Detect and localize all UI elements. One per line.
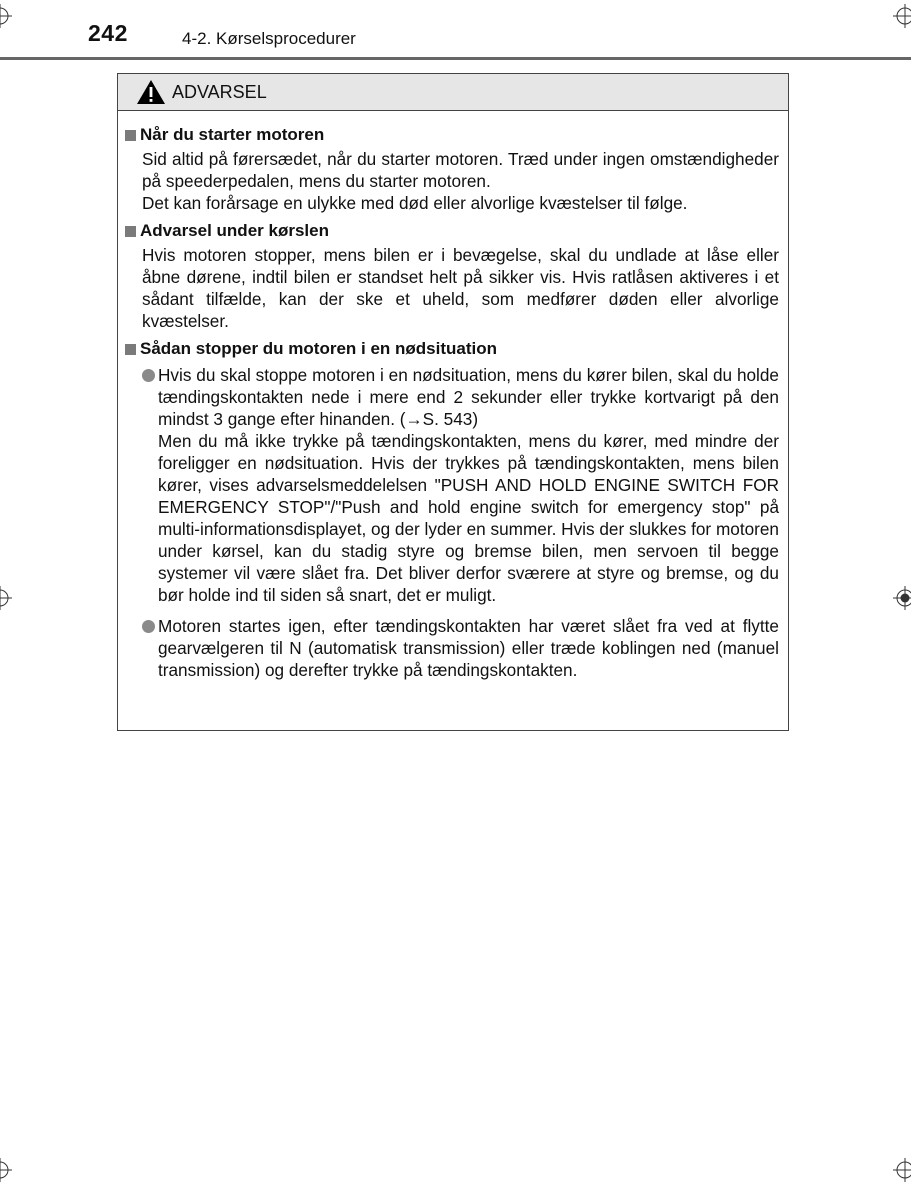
subsection-heading-text: Sådan stopper du motoren i en nødsituation (140, 339, 498, 358)
subsection-heading (125, 124, 779, 146)
warning-triangle-icon (136, 79, 166, 105)
section-title: 4-2. Kørselsprocedurer (182, 29, 356, 48)
warning-body (118, 111, 788, 681)
subsection-heading (125, 220, 779, 242)
warning-header (118, 74, 788, 111)
subsection-heading-text: Advarsel under kørslen (140, 221, 329, 240)
registration-mark-icon (0, 586, 12, 610)
paragraph: Men du må ikke trykke på tændingskontakten, mens du kører, med mindre der foreligger en nødsituation. Hvis der trykkes på tændingskontakten, mens bilen kører, vises advarselsmeddelelsen "PUSH AND HOLD ENGINE SWITCH FOR EMERGENCY STOP"/"Push and hold engine switch for emergency stop" på multi-informationsdisplayet, og der lyder en summer. Hvis der slukkes for motoren under kørsel, kan du stadig styre og bremse bilen, men servoen til begge systemer vil være slået fra. Det bliver derfor sværere at styre og bremse, og du bør holde ind til siden så snart, det er muligt. (158, 431, 779, 605)
square-bullet-icon (125, 226, 136, 237)
subsection-emergency-stop (125, 338, 779, 681)
list-item (125, 615, 779, 681)
subsection-starting-engine (125, 124, 779, 214)
paragraph: Hvis motoren stopper, mens bilen er i bevægelse, skal du undlade at låse eller åbne dørene, indtil bilen er standset helt på sikker vis. Hvis ratlåsen aktiveres i et sådant tilfælde, kan der ske et uheld, som medfører døden eller alvorlige kvæstelser. (142, 245, 779, 331)
paragraph: Sid altid på førersædet, når du starter motoren. Træd under ingen omstændigheder på speederpedalen, mens du starter motoren. (142, 149, 779, 191)
subsection-heading-text: Når du starter motoren (140, 125, 325, 144)
circle-bullet-icon (142, 369, 155, 382)
square-bullet-icon (125, 344, 136, 355)
warning-title: ADVARSEL (172, 81, 267, 102)
header-rule (0, 57, 911, 60)
paragraph: Det kan forårsage en ulykke med død eller alvorlige kvæstelser til følge. (142, 193, 688, 213)
registration-mark-icon (0, 4, 12, 28)
registration-mark-icon (893, 1158, 911, 1182)
paragraph: Motoren startes igen, efter tændingskontakten har været slået fra ved at flytte gearvælgeren til N (automatisk transmission) eller træde koblingen ned (manuel transmission) og derefter trykke på tændingskontakten. (158, 616, 779, 680)
subsection-heading (125, 338, 779, 360)
subsection-while-driving (125, 220, 779, 332)
square-bullet-icon (125, 130, 136, 141)
registration-mark-icon (0, 1158, 12, 1182)
circle-bullet-icon (142, 620, 155, 633)
warning-box (117, 73, 789, 731)
paragraph: Hvis du skal stoppe motoren i en nødsituation, mens du kører bilen, skal du holde tændingskontakten nede i mere end 2 sekunder eller trykke kortvarigt på den mindst 3 gange efter hinanden. (→S. 543) (158, 365, 779, 429)
registration-mark-icon (893, 4, 911, 28)
list-item (125, 364, 779, 606)
registration-mark-icon (893, 586, 911, 610)
page-number: 242 (88, 20, 128, 46)
